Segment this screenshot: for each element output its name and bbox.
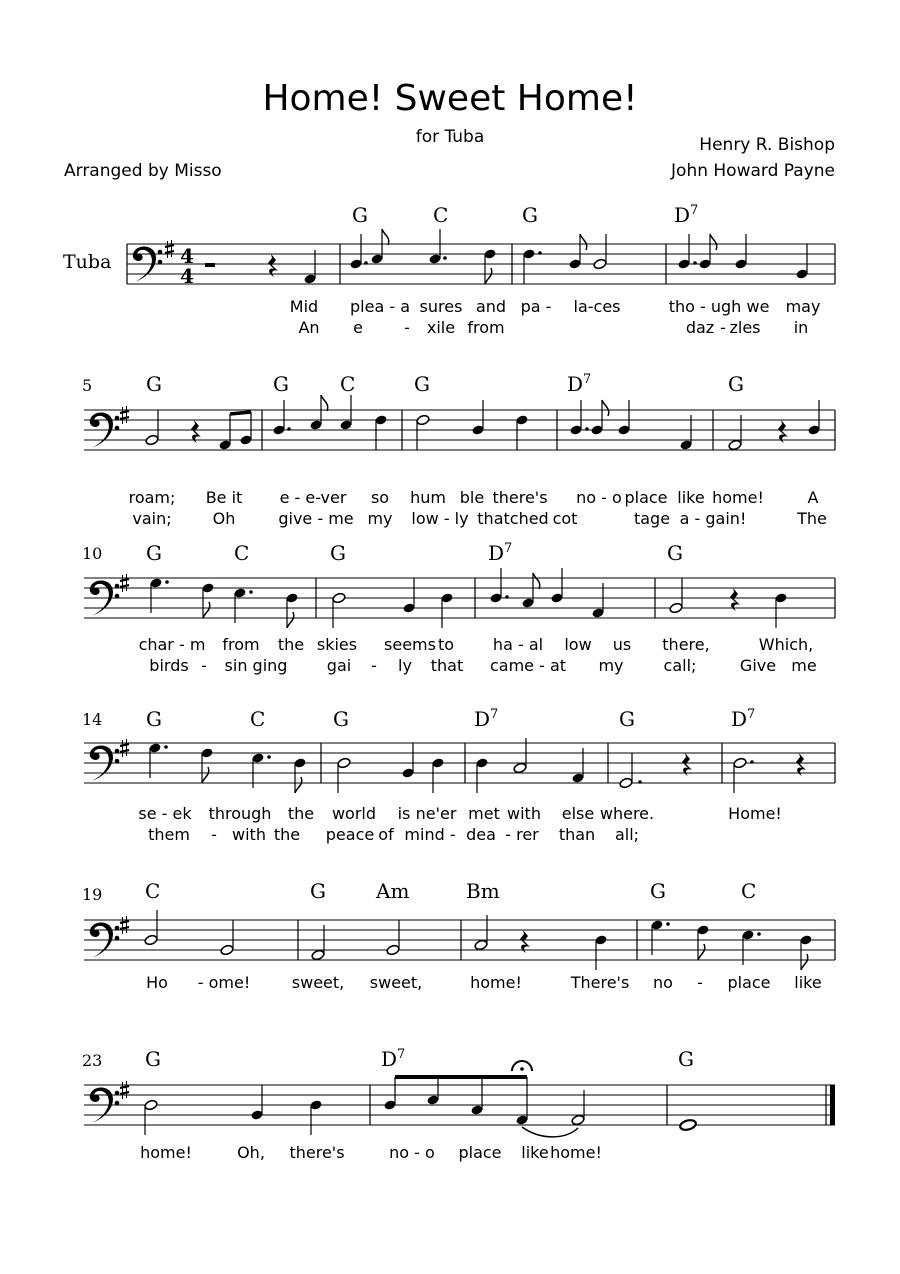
svg-text:4: 4 [180, 244, 194, 268]
lyric: a - gain! [679, 509, 747, 528]
lyric: zles [729, 318, 761, 337]
note-head [145, 434, 159, 446]
measure-number: 23 [82, 1051, 103, 1070]
lyric: place [624, 488, 668, 507]
lyric: ly [398, 656, 412, 675]
lyric: home! [140, 1143, 192, 1162]
lyric: pa - [520, 297, 552, 316]
lyric: tage [633, 509, 671, 528]
staff-lines [84, 920, 835, 960]
lyric: birds [149, 656, 189, 675]
note-head [669, 602, 683, 614]
lyric: may [785, 297, 821, 316]
lyric: sweet, [291, 973, 345, 992]
key-signature-sharp [120, 574, 129, 592]
lyric: place [727, 973, 771, 992]
chord-symbol: $D^7$ [381, 1047, 406, 1071]
chord-symbol: $D^7$ [567, 372, 592, 396]
lyric: Home! [728, 804, 782, 823]
lyric: from [222, 635, 260, 654]
lyric: Oh [212, 509, 236, 528]
time-signature [180, 244, 194, 288]
measure-number: 14 [82, 710, 103, 729]
note-head [311, 949, 325, 961]
note-head [220, 944, 234, 956]
half-rest [205, 263, 215, 267]
lyric: seems [384, 635, 436, 654]
lyric: There's [570, 973, 630, 992]
lyric: la-ces [573, 297, 621, 316]
key-signature-sharp [120, 1081, 129, 1099]
note-head [386, 944, 400, 956]
lyric: and [475, 297, 507, 316]
lyric: dea [466, 825, 496, 844]
tie [522, 1127, 578, 1137]
fermata-icon [512, 1061, 532, 1071]
lyric: there's [492, 488, 548, 507]
lyric: xile [426, 318, 456, 337]
lyric: sin ging [224, 656, 288, 675]
staff-lines [127, 244, 835, 284]
note-head [593, 258, 607, 270]
lyric: gai [326, 656, 352, 675]
note-head [733, 757, 747, 769]
lyric: peace [325, 825, 375, 844]
chord-symbol: G [414, 372, 430, 396]
whole-note-head [679, 1119, 697, 1132]
chord-symbol: G [667, 541, 683, 565]
lyric: - [201, 656, 207, 675]
lyric: like [521, 1143, 549, 1162]
staff-lines [84, 410, 835, 450]
chord-symbol: C [433, 203, 449, 227]
note-head [619, 777, 633, 789]
lyric: - ome! [197, 973, 251, 992]
lyric: sures [419, 297, 463, 316]
chord-symbol: $D^7$ [488, 541, 513, 565]
arranger: Arranged by Misso [64, 161, 222, 181]
lyric: is [397, 804, 411, 823]
composer: Henry R. Bishop [699, 135, 835, 155]
lyric: there, [662, 635, 710, 654]
lyric: cot [552, 509, 578, 528]
lyric: Oh, [237, 1143, 265, 1162]
lyric: roam; [128, 488, 176, 507]
chord-symbol: G [145, 1047, 161, 1071]
lyric: the [277, 635, 305, 654]
lyric: se - ek [138, 804, 192, 823]
staff-lines [84, 578, 835, 618]
lyric: The [797, 509, 827, 528]
lyric: we [746, 297, 770, 316]
chord-symbol: G [146, 541, 162, 565]
lyric: hum [410, 488, 446, 507]
lyric: met [468, 804, 500, 823]
lyric: came - at [489, 656, 567, 675]
chord-symbol: Am [376, 879, 410, 903]
chord-symbol: C [234, 541, 250, 565]
lyric: else [561, 804, 595, 823]
note-head [332, 592, 346, 604]
chord-symbol: $D^7$ [731, 707, 756, 731]
lyric: like [794, 973, 822, 992]
lyric: of [378, 825, 394, 844]
lyric: no - o [389, 1143, 435, 1162]
chord-symbol: G [330, 541, 346, 565]
lyric: no - o [576, 488, 622, 507]
lyric: Be it [205, 488, 243, 507]
lyric: home! [550, 1143, 602, 1162]
chord-symbol: C [250, 707, 266, 731]
chord-symbol: $D^7$ [474, 707, 499, 731]
lyric: - [697, 973, 703, 992]
lyric: skies [316, 635, 358, 654]
chord-symbol: G [678, 1047, 694, 1071]
measure-number: 19 [82, 885, 103, 904]
lyric: through [208, 804, 272, 823]
note-head [416, 414, 430, 426]
song-title: Home! Sweet Home! [262, 78, 638, 119]
note-head [513, 762, 527, 774]
lyric: world [331, 804, 377, 823]
chord-symbol: G [650, 879, 666, 903]
lyric: - [371, 656, 377, 675]
lyric: the [287, 804, 315, 823]
lyric: home! [470, 973, 522, 992]
chord-symbol: G [310, 879, 326, 903]
system-6 [82, 1047, 835, 1162]
lyric: ble [459, 488, 485, 507]
subtitle: for Tuba [415, 127, 485, 147]
chord-symbol: G [352, 203, 368, 227]
chord-symbol: Bm [466, 879, 500, 903]
chord-symbol: G [146, 372, 162, 396]
lyric: mind - [404, 825, 456, 844]
staff-lines [84, 1085, 835, 1125]
note-head [474, 939, 488, 951]
chord-symbol: C [741, 879, 757, 903]
lyric: me [791, 656, 817, 675]
lyric: tho - ugh [668, 297, 742, 316]
lyric: - rer [505, 825, 539, 844]
lyric: thatched [477, 509, 549, 528]
system-3 [82, 541, 835, 675]
lyric: like [677, 488, 705, 507]
chord-symbol: $D^7$ [674, 203, 699, 227]
lyric: there's [289, 1143, 345, 1162]
lyric: us [612, 635, 632, 654]
lyric: all; [614, 825, 640, 844]
chord-symbol: G [728, 372, 744, 396]
chord-symbol: G [619, 707, 635, 731]
chord-symbol: G [146, 707, 162, 731]
lyric: the [273, 825, 301, 844]
note-head [144, 934, 158, 946]
chord-symbol: C [145, 879, 161, 903]
lyric: my [598, 656, 624, 675]
lyric: place [458, 1143, 502, 1162]
measure-number: 10 [82, 544, 103, 563]
lyric: Mid [289, 297, 319, 316]
note-head [144, 1099, 158, 1111]
beam [230, 412, 251, 414]
note-head [728, 439, 742, 451]
lyric: Give [739, 656, 777, 675]
lyric: ha - al [492, 635, 544, 654]
system-2 [82, 372, 835, 528]
key-signature-sharp [165, 240, 174, 258]
chord-symbol: C [340, 372, 356, 396]
lyric: them [148, 825, 190, 844]
lyric: than [558, 825, 596, 844]
key-signature-sharp [120, 739, 129, 757]
system-4 [82, 707, 835, 844]
key-signature-sharp [120, 916, 129, 934]
lyric: so [370, 488, 390, 507]
lyric: call; [663, 656, 697, 675]
chord-symbol: G [522, 203, 538, 227]
lyric: that [430, 656, 464, 675]
lyric: daz [685, 318, 715, 337]
chord-symbol: G [273, 372, 289, 396]
lyric: e - e-ver [279, 488, 347, 507]
system-1 [63, 203, 835, 337]
note-head [571, 1114, 585, 1126]
lyric: in [793, 318, 809, 337]
lyric: give - me [278, 509, 354, 528]
lyric: with [507, 804, 541, 823]
lyric: plea - a [350, 297, 410, 316]
lyric: sweet, [369, 973, 423, 992]
lyricist: John Howard Payne [671, 161, 835, 181]
chord-symbol: G [333, 707, 349, 731]
lyric: low [564, 635, 592, 654]
lyric: ne'er [415, 804, 457, 823]
lyric: with [232, 825, 266, 844]
lyric: An [298, 318, 320, 337]
lyric: - [720, 318, 726, 337]
lyric: Which, [758, 635, 814, 654]
lyric: to [437, 635, 455, 654]
svg-text:4: 4 [180, 264, 194, 288]
lyric: A [807, 488, 819, 507]
system-5 [82, 879, 835, 992]
lyric: char - m [138, 635, 206, 654]
instrument-name: Tuba [63, 251, 112, 273]
lyric: my [367, 509, 393, 528]
lyric: low - ly [411, 509, 469, 528]
measure-number: 5 [82, 376, 93, 395]
lyric: no [653, 973, 673, 992]
note-head [337, 757, 351, 769]
lyric: - [404, 318, 410, 337]
lyric: e [353, 318, 363, 337]
lyric: from [467, 318, 505, 337]
lyric: home! [712, 488, 764, 507]
key-signature-sharp [120, 406, 129, 424]
lyric: Ho [146, 973, 168, 992]
lyric: vain; [132, 509, 172, 528]
lyric: - [211, 825, 217, 844]
final-barline-thick [830, 1085, 835, 1125]
lyric: where. [599, 804, 655, 823]
